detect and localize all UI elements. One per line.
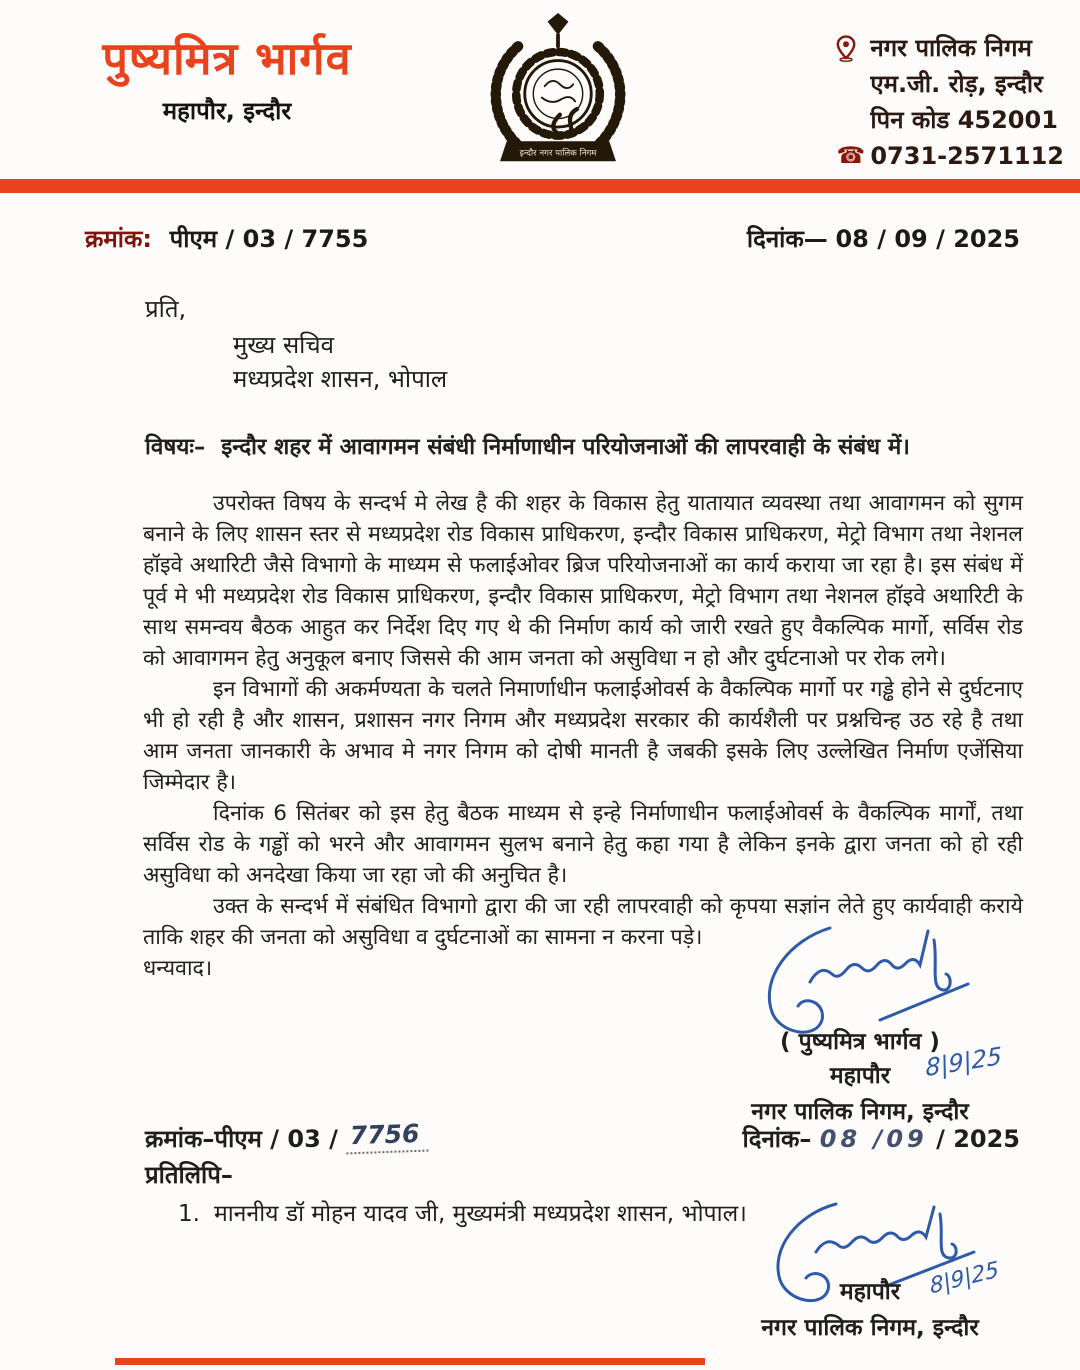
reference-number — [85, 222, 368, 255]
address-row-1 — [836, 66, 1064, 102]
subject-line — [145, 430, 1025, 461]
phone-number: 0731-2571112 — [870, 142, 1064, 170]
address-row-2 — [836, 102, 1064, 138]
letter-date — [747, 222, 1020, 255]
copy-item-text: माननीय डॉ मोहन यादव जी, मुख्यमंत्री मध्यप्रदेश शासन, भोपाल। — [213, 1201, 747, 1227]
header-divider-bar — [0, 179, 1080, 193]
address-line2: पिन कोड 452001 — [870, 106, 1058, 134]
body-paragraph-1: उपरोक्त विषय के सन्दर्भ मे लेख है की शहर के विकास हेतु यातायात व्यवस्था तथा आवागमन को सुगम बनाने के लिए शासन स्तर से मध्यप्रदेश रोड विकास प्राधिकरण, इन्दौर विकास प्राधिकरण, मेट्रो विभाग तथा नेशनल हॉइवे अथारिटी जैसे विभागो के माध्यम से फलाईओवर ब्रिज परियोजनाओं का कार्य कराया जा रहा है। इस संबंध में पूर्व मे भी मध्यप्रदेश रोड विकास प्राधिकरण, इन्दौर विकास प्राधिकरण, मेट्रो विभाग तथा नेशनल हॉइवे अथारिटी के साथ समन्वय बैठक आहुत कर निर्देश दिए गए थे की निर्माण कार्य को जारी रखते हुए वैकल्पिक मार्गो, सर्विस रोड को आवागमन हेतु अनुकूल बनाए जिससे की आम जनता को असुविधा न हो और दुर्घटनाओ पर रोक लगे। — [143, 491, 1023, 671]
sender-name: पुष्यमित्र भार्गव — [102, 32, 352, 85]
signatory-designation: महापौर — [829, 1063, 891, 1089]
location-pin-icon — [836, 35, 870, 62]
address-line1: एम.जी. रोड़, इन्दौर — [870, 70, 1043, 98]
recipient-salutation: प्रति, — [145, 295, 187, 323]
date-value: 08 / 09 / 2025 — [835, 225, 1020, 253]
copies-label: प्रतिलिपि– — [145, 1161, 233, 1189]
body-paragraph-3: दिनांक 6 सितंबर को इस हेतु बैठक माध्यम से इन्हे निर्माणाधीन फलाईओवर्स के वैकल्पिक मार्गों, तथा सर्विस रोड के गड्ढों को भरने और आवागमन सुलभ बनाने हेतु कहा गया है लेकिन इनके द्वारा जनता को हो रही असुविधा को अनदेखा किया जा रहा जो की अनुचित है। — [143, 801, 1023, 888]
footer-date — [743, 1122, 1021, 1157]
recipient-line1: मुख्य सचिव — [233, 331, 334, 359]
copy-item-number: 1. — [178, 1201, 200, 1227]
bottom-accent-line — [115, 1358, 705, 1365]
signatory2-org: नगर पालिक निगम, इन्दौर — [761, 1315, 979, 1341]
footer-reference-row — [145, 1118, 1020, 1157]
letterhead-left — [62, 34, 392, 127]
signatory2-designation: महापौर — [839, 1279, 901, 1305]
emblem-banner-text: इन्दौर नगर पालिक निगम — [519, 148, 597, 159]
footer-ref-handwritten: 7756 — [346, 1119, 429, 1155]
footer-date-label: दिनांक– — [742, 1125, 812, 1153]
letterhead-right — [836, 30, 1064, 174]
phone-row — [836, 138, 1064, 174]
sender-role: महापौर, इन्दौर — [162, 96, 292, 125]
ref-label: क्रमांक: — [85, 225, 153, 253]
ref-value: पीएम / 03 / 7755 — [169, 225, 369, 253]
footer-date-handwritten: 08 /09 — [819, 1125, 928, 1153]
org-name: नगर पालिक निगम — [870, 34, 1032, 62]
signature-block-1 — [690, 920, 1030, 1126]
closing-line: धन्यवाद। — [143, 956, 213, 981]
handwritten-date-2: 8|9|25 — [928, 1257, 1001, 1300]
org-name-row — [836, 30, 1064, 66]
footer-ref-label: क्रमांक–पीएम / 03 / — [145, 1125, 338, 1153]
municipal-emblem — [482, 6, 634, 174]
recipient-block — [145, 292, 447, 396]
phone-icon: ☎ — [836, 143, 865, 169]
subject-text: इन्दौर शहर में आवागमन संबंधी निर्माणाधीन परियोजनाओं की लापरवाही के संबंध में। — [221, 434, 910, 460]
footer-date-printed: / 2025 — [936, 1125, 1020, 1153]
footer-reference — [145, 1118, 428, 1157]
recipient-line2: मध्यप्रदेश शासन, भोपाल — [233, 365, 448, 393]
body-paragraph-4: उक्त के सन्दर्भ में संबंधित विभागो द्वारा की जा रही लापरवाही को कृपया सज्ञांन लेते हुए कार्यवाही कराये ताकि शहर की जनता को असुविधा व दुर्घटनाओं का सामना न करना पड़े। — [143, 894, 1023, 950]
signature-block-2 — [700, 1198, 1040, 1342]
reference-row — [85, 222, 1020, 255]
subject-label: विषयः– — [145, 434, 206, 460]
body-paragraph-2: इन विभागों की अकर्मण्यता के चलते निमार्णाधीन फलाईओवर्स के वैकल्पिक मार्गो पर गड्ढे होने से दुर्घटनाए भी हो रही है और शासन, प्रशासन नगर निगम और मध्यप्रदेश सरकार की कार्यशैली पर प्रश्नचिन्ह उठ रहे है तथा आम जनता जानकारी के अभाव मे नगर निगम को दोषी मानती है जबकी इसके लिए उल्लेखित निर्माण एजेंसिया जिम्मेदार है। — [143, 677, 1023, 795]
date-label: दिनांक— — [746, 225, 828, 253]
letter-body — [143, 488, 1023, 984]
emblem-icon — [482, 6, 634, 174]
signatory-org: नगर पालिक निगम, इन्दौर — [751, 1099, 969, 1125]
handwritten-date-1: 8|9|25 — [924, 1041, 1002, 1083]
signatory-name: ( पुष्यमित्र भार्गव ) — [780, 1029, 940, 1055]
